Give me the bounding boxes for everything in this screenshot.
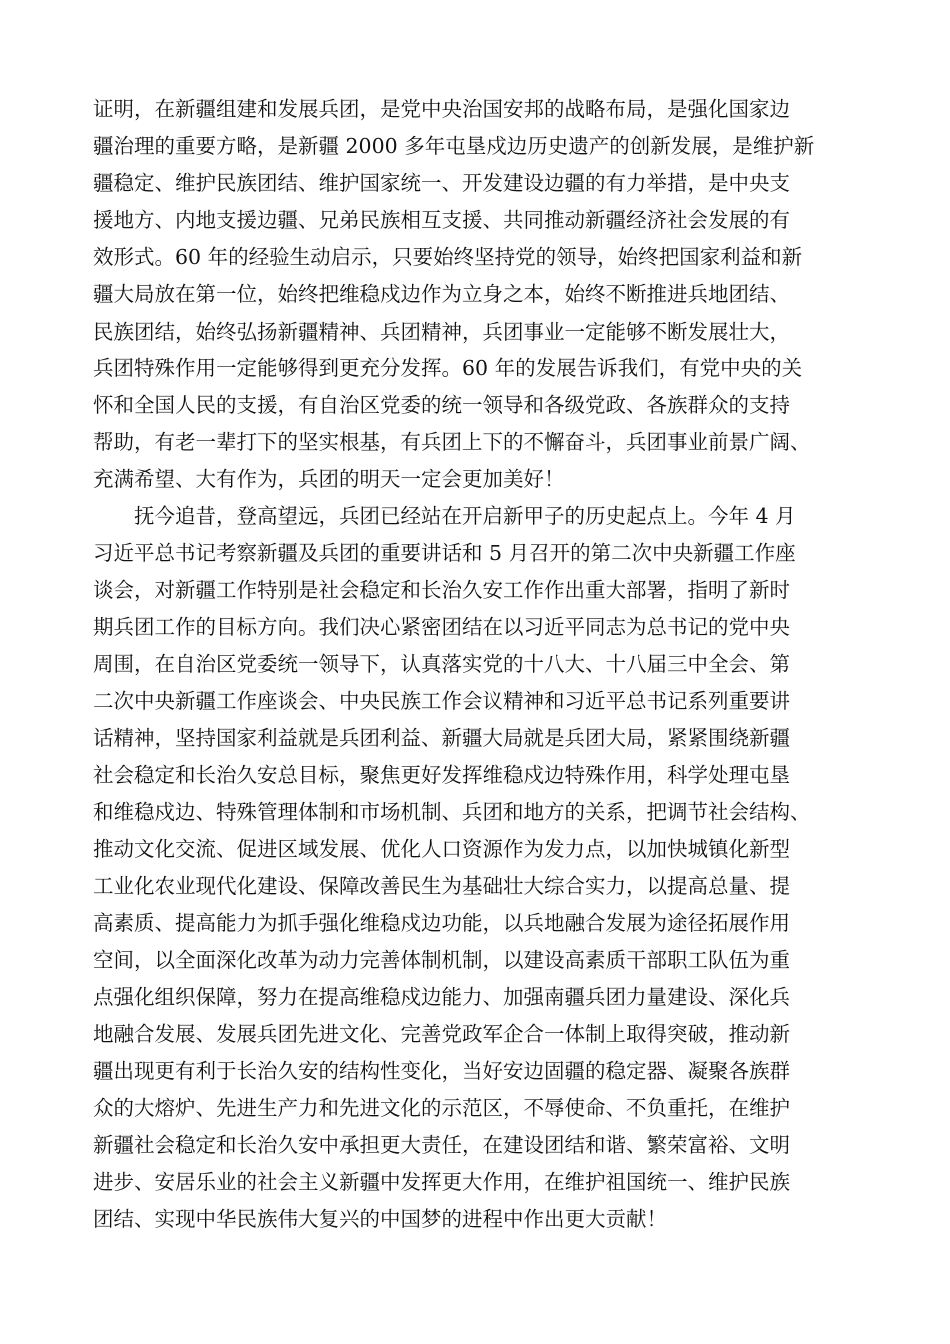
text-line: 社会稳定和长治久安总目标，聚焦更好发挥维稳戍边特殊作用，科学处理屯垦 xyxy=(93,763,790,787)
text-line: 工业化农业现代化建设、保障改善民生为基础壮大综合实力，以提高总量、提 xyxy=(93,874,790,898)
text-line: 谈会，对新疆工作特别是社会稳定和长治久安工作作出重大部署，指明了新时 xyxy=(93,578,790,602)
text-line: 疆大局放在第一位，始终把维稳戍边作为立身之本，始终不断推进兵地团结、 xyxy=(93,282,790,306)
text-line: 点强化组织保障，努力在提高维稳戍边能力、加强南疆兵团力量建设、深化兵 xyxy=(93,985,790,1009)
text-line: 充满希望、大有作为，兵团的明天一定会更加美好！ xyxy=(93,467,565,491)
text-line: 话精神，坚持国家利益就是兵团利益、新疆大局就是兵团大局，紧紧围绕新疆 xyxy=(93,726,790,750)
text-line: 推动文化交流、促进区域发展、优化人口资源作为发力点，以加快城镇化新型 xyxy=(93,837,790,861)
text-line: 众的大熔炉、先进生产力和先进文化的示范区，不辱使命、不负重托，在维护 xyxy=(93,1096,790,1120)
text-line: 进步、安居乐业的社会主义新疆中发挥更大作用，在维护祖国统一、维护民族 xyxy=(93,1170,790,1194)
text-line: 期兵团工作的目标方向。我们决心紧密团结在以习近平同志为总书记的党中央 xyxy=(93,615,790,639)
text-line: 民族团结，始终弘扬新疆精神、兵团精神，兵团事业一定能够不断发展壮大， xyxy=(93,320,790,344)
text-line: 疆治理的重要方略，是新疆 2000 多年屯垦戍边历史遗产的创新发展，是维护新 xyxy=(93,134,815,158)
text-line: 证明，在新疆组建和发展兵团，是党中央治国安邦的战略布局，是强化国家边 xyxy=(93,97,790,121)
text-line: 怀和全国人民的支援，有自治区党委的统一领导和各级党政、各族群众的支持 xyxy=(93,393,790,417)
text-line: 高素质、提高能力为抓手强化维稳戍边功能，以兵地融合发展为途径拓展作用 xyxy=(93,911,790,935)
text-line: 抚今追昔，登高望远，兵团已经站在开启新甲子的历史起点上。今年 4 月 xyxy=(134,504,796,528)
text-line: 周围，在自治区党委统一领导下，认真落实党的十八大、十八届三中全会、第 xyxy=(93,652,790,676)
text-line: 二次中央新疆工作座谈会、中央民族工作会议精神和习近平总书记系列重要讲 xyxy=(93,689,790,713)
text-line: 和维稳戍边、特殊管理体制和市场机制、兵团和地方的关系，把调节社会结构、 xyxy=(93,800,811,824)
text-line: 兵团特殊作用一定能够得到更充分发挥。60 年的发展告诉我们，有党中央的关 xyxy=(93,356,803,380)
text-line: 疆稳定、维护民族团结、维护国家统一、开发建设边疆的有力举措，是中央支 xyxy=(93,171,790,195)
text-line: 地融合发展、发展兵团先进文化、完善党政军企合一体制上取得突破，推动新 xyxy=(93,1022,790,1046)
text-line: 团结、实现中华民族伟大复兴的中国梦的进程中作出更大贡献！ xyxy=(93,1207,667,1231)
text-line: 新疆社会稳定和长治久安中承担更大责任，在建设团结和谐、繁荣富裕、文明 xyxy=(93,1133,790,1157)
text-line: 帮助，有老一辈打下的坚实根基，有兵团上下的不懈奋斗，兵团事业前景广阔、 xyxy=(93,430,811,454)
text-line: 空间，以全面深化改革为动力完善体制机制，以建设高素质干部职工队伍为重 xyxy=(93,948,790,972)
text-line: 习近平总书记考察新疆及兵团的重要讲话和 5 月召开的第二次中央新疆工作座 xyxy=(93,541,796,565)
text-line: 效形式。60 年的经验生动启示，只要始终坚持党的领导，始终把国家利益和新 xyxy=(93,245,803,269)
text-line: 援地方、内地支援边疆、兄弟民族相互支援、共同推动新疆经济社会发展的有 xyxy=(93,208,790,232)
text-line: 疆出现更有利于长治久安的结构性变化，当好安边固疆的稳定器、凝聚各族群 xyxy=(93,1059,790,1083)
